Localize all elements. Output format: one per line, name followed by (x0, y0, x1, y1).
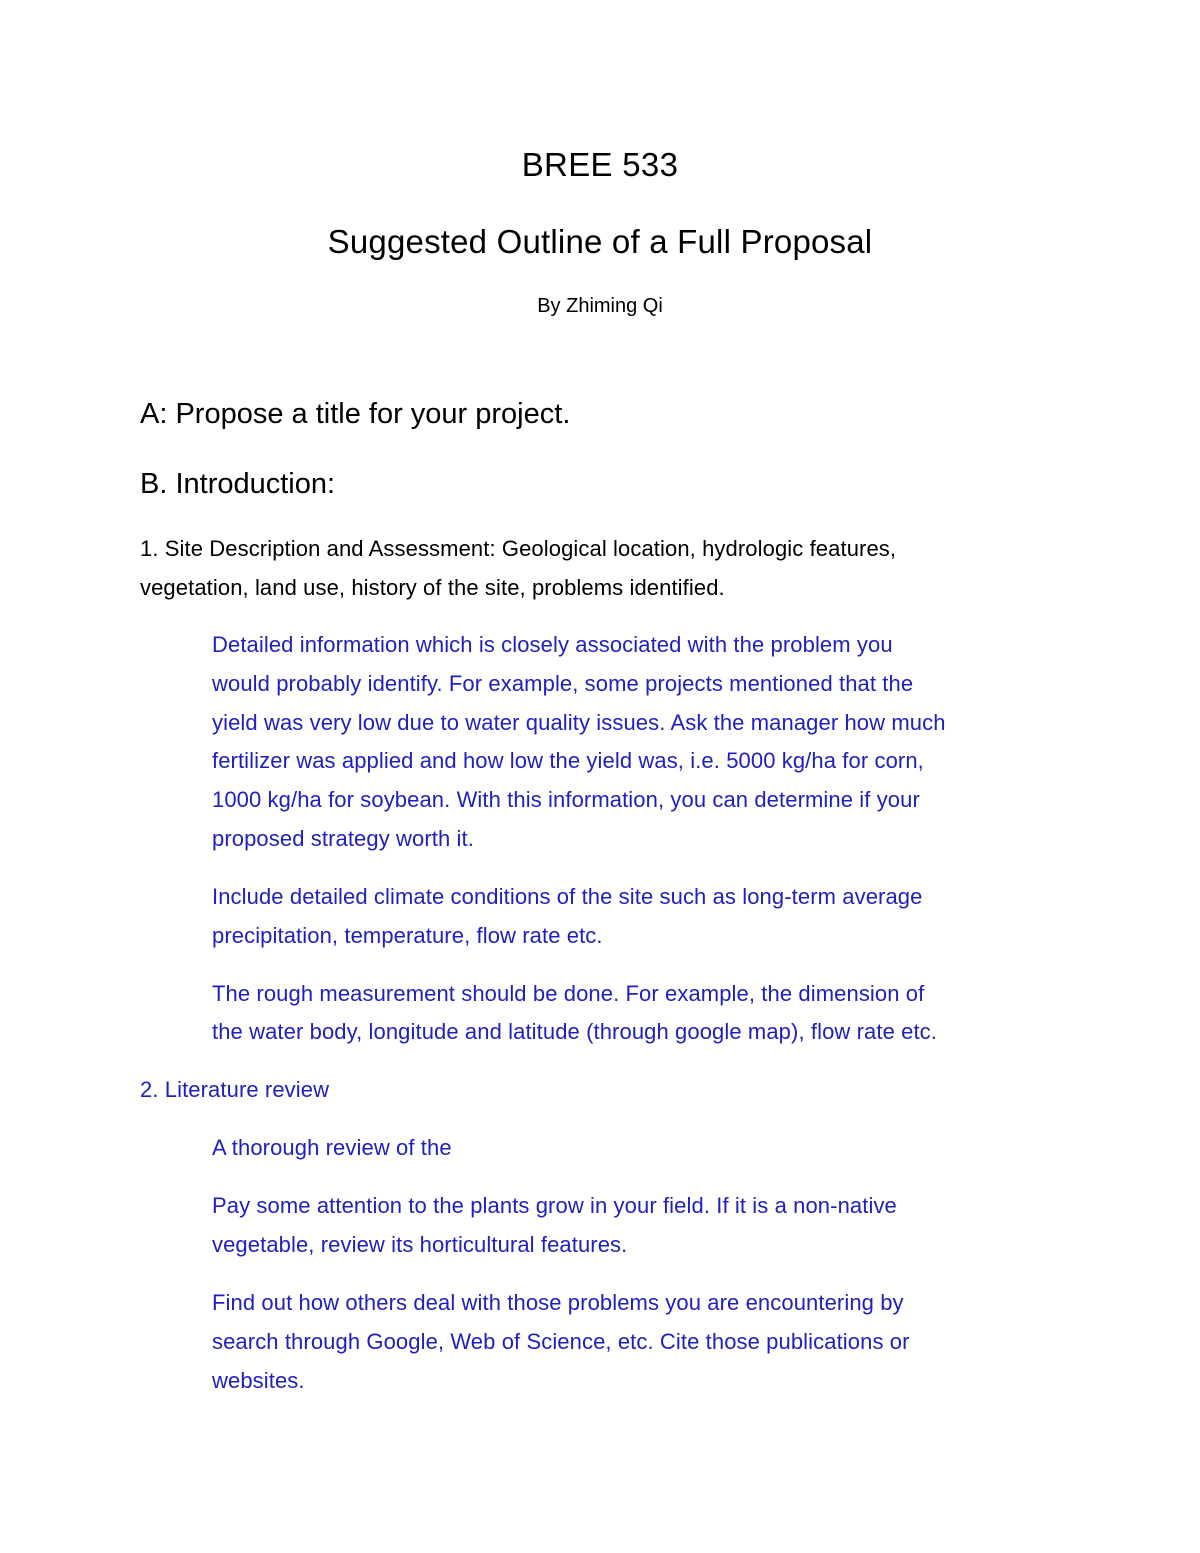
item1-para1-line: yield was very low due to water quality issues. Ask the manager how much (212, 710, 946, 735)
item1-para1-line: would probably identify. For example, some projects mentioned that the (212, 671, 914, 696)
section-b-heading: B. Introduction: (140, 468, 336, 500)
item2-para2-line: Pay some attention to the plants grow in your field. If it is a non-native (212, 1193, 897, 1218)
item1-line: vegetation, land use, history of the site, problems identified. (140, 575, 725, 600)
section-a-heading: A: Propose a title for your project. (140, 398, 571, 430)
item1-para2-line: Include detailed climate conditions of the site such as long-term average (212, 884, 923, 909)
item1-para1-line: fertilizer was applied and how low the yield was, i.e. 5000 kg/ha for corn, (212, 748, 924, 773)
item1-para1-line: 1000 kg/ha for soybean. With this information, you can determine if your (212, 787, 920, 812)
item2-heading: 2. Literature review (140, 1077, 330, 1102)
item2-para3-line: Find out how others deal with those problems you are encountering by (212, 1290, 904, 1315)
item2-para2-line: vegetable, review its horticultural features. (212, 1232, 628, 1257)
item1-para3-line: The rough measurement should be done. For example, the dimension of (212, 981, 925, 1006)
document-title: Suggested Outline of a Full Proposal (327, 223, 873, 260)
item2-para3-line: search through Google, Web of Science, etc. Cite those publications or (212, 1329, 910, 1354)
item1-para1-line: proposed strategy worth it. (212, 826, 474, 851)
item1-para3-line: the water body, longitude and latitude (through google map), flow rate etc. (212, 1019, 937, 1044)
item1-line: 1. Site Description and Assessment: Geological location, hydrologic features, (140, 536, 897, 561)
item2-para3-line: websites. (212, 1368, 305, 1393)
item2-para1: A thorough review of the (212, 1135, 452, 1160)
item1-para1-line: Detailed information which is closely associated with the problem you (212, 632, 893, 657)
author-line: By Zhiming Qi (537, 295, 663, 317)
item1-para2-line: precipitation, temperature, flow rate etc. (212, 923, 603, 948)
course-code: BREE 533 (521, 146, 679, 183)
